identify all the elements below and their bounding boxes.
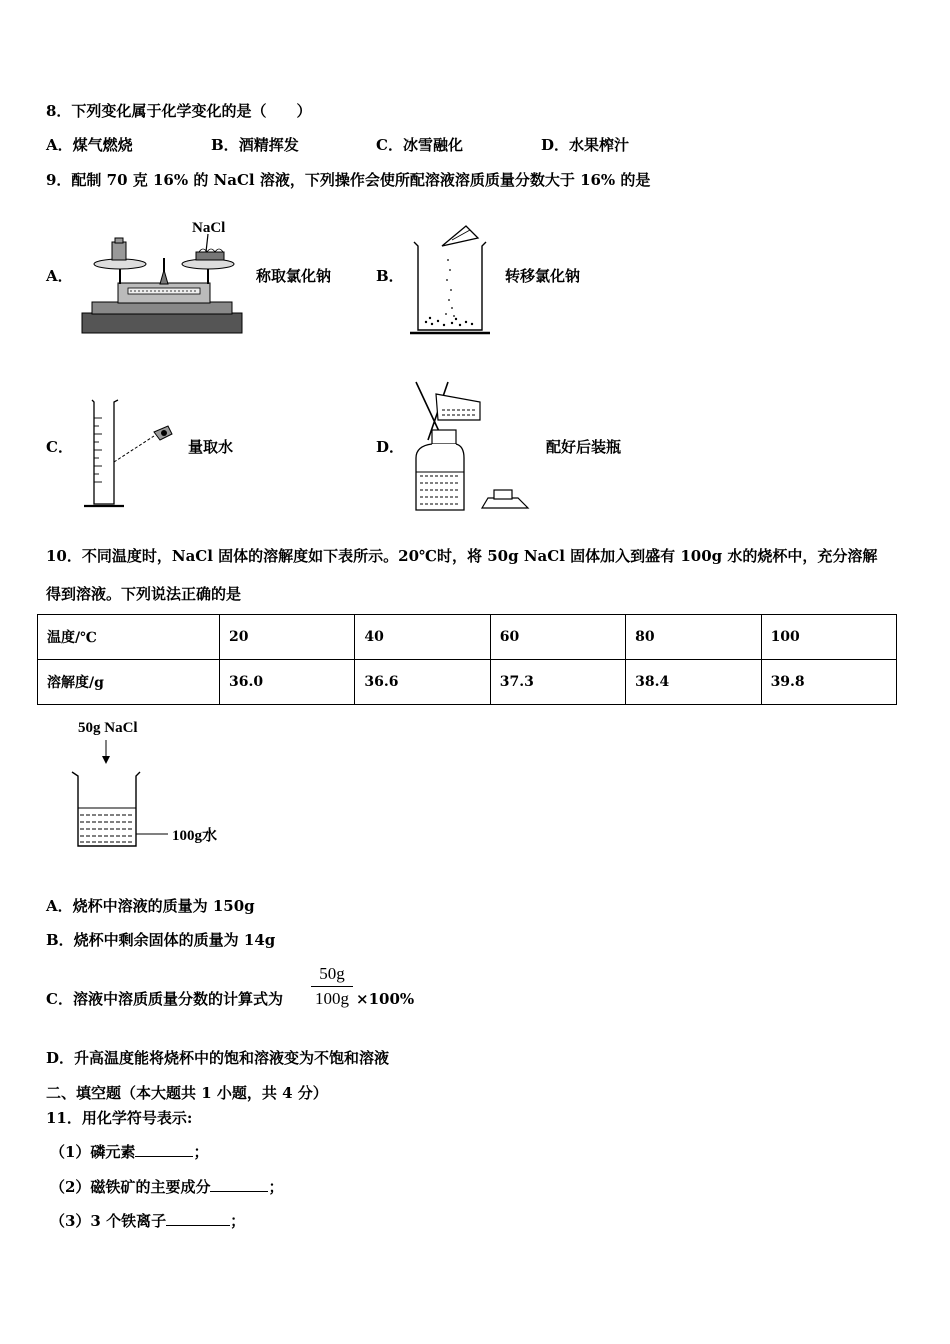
section-title: 二、填空题（本大题共 1 小题，共 4 分） [46,1084,328,1102]
q11-item-1 [50,1142,208,1162]
bottle-pouring-figure [410,380,540,516]
solubility-table [37,614,897,705]
table-cell: 36.6 [355,660,490,705]
graduated-cylinder-figure [80,398,180,512]
q10-stem-line2: 得到溶液。下列说法正确的是 [46,585,242,603]
item-end: ； [193,1143,209,1161]
q10-option-b: B．烧杯中剩余固体的质量为 14g [46,931,276,949]
q8-option-c [376,135,463,155]
item-label: （3）3 个铁离子 [50,1212,167,1230]
item-end: ； [230,1212,246,1230]
option-text: 煤气燃烧 [72,136,133,154]
q9-option-a-caption: 称取氯化钠 [256,267,332,285]
q11-stem: 11．用化学符号表示: [46,1109,193,1127]
table-cell: 36.0 [220,660,355,705]
fraction-numerator: 50g [319,964,345,983]
option-text: 水果榨汁 [569,136,630,154]
q10-stem-line1: 10．不同温度时，NaCl 固体的溶解度如下表所示。20℃时，将 50g NaCl 固体加入到盛有 100g 水的烧杯中，充分溶解 [46,547,878,565]
option-text: 酒精挥发 [238,136,299,154]
option-letter: A． [46,136,73,154]
q9-option-b-letter: B． [376,267,404,285]
q9-option-d-caption: 配好后装瓶 [546,438,622,456]
table-cell: 38.4 [626,660,761,705]
table-cell: 100 [761,615,896,660]
option-letter: D． [541,136,570,154]
table-cell: 40 [355,615,490,660]
table-cell: 20 [220,615,355,660]
table-row [38,660,897,705]
nacl-label: NaCl [192,220,226,236]
option-text: 冰雪融化 [402,136,463,154]
q11-item-2 [50,1177,283,1197]
q9-stem: 9．配制 70 克 16% 的 NaCl 溶液，下列操作会使所配溶液溶质质量分数大于 16% 的是 [46,171,651,189]
fraction-bar [311,986,353,987]
q10-option-a: A．烧杯中溶液的质量为 150g [46,897,255,915]
q11-item-3 [50,1211,245,1231]
option-letter: B． [211,136,239,154]
q10-option-d: D．升高温度能将烧杯中的饱和溶液变为不饱和溶液 [46,1049,390,1067]
answer-blank[interactable] [210,1177,268,1192]
q8-option-a [46,135,133,155]
q8-option-b [211,135,299,155]
table-row [38,615,897,660]
table-cell: 37.3 [490,660,625,705]
answer-blank[interactable] [166,1211,230,1226]
q9-option-c-letter: C． [46,438,73,456]
q8-stem: 8．下列变化属于化学变化的是（ ） [46,102,312,120]
balance-scale-figure [80,218,250,338]
table-cell: 39.8 [761,660,896,705]
beaker-with-water-figure [66,714,246,854]
q10-option-c-prefix: C．溶液中溶质质量分数的计算式为 [46,990,283,1008]
q9-option-a-letter: A． [46,267,73,285]
table-cell: 80 [626,615,761,660]
fraction-formula [311,964,353,1009]
q9-option-b-caption: 转移氯化钠 [505,267,581,285]
option-letter: C． [376,136,403,154]
figure-side-label: 100g水 [172,828,218,844]
table-cell: 60 [490,615,625,660]
table-cell: 温度/℃ [38,615,220,660]
fraction-denominator: 100g [315,989,349,1008]
q9-option-c-caption: 量取水 [188,438,234,456]
figure-top-label: 50g NaCl [78,720,138,736]
q8-option-d [541,135,629,155]
item-end: ； [268,1178,284,1196]
item-label: （1）磷元素 [50,1143,136,1161]
table-cell: 溶解度/g [38,660,220,705]
beaker-transfer-figure [408,220,498,338]
item-label: （2）磁铁矿的主要成分 [50,1178,211,1196]
q10-option-c-suffix: ×100% [356,990,415,1008]
answer-blank[interactable] [135,1142,193,1157]
q9-option-d-letter: D． [376,438,405,456]
